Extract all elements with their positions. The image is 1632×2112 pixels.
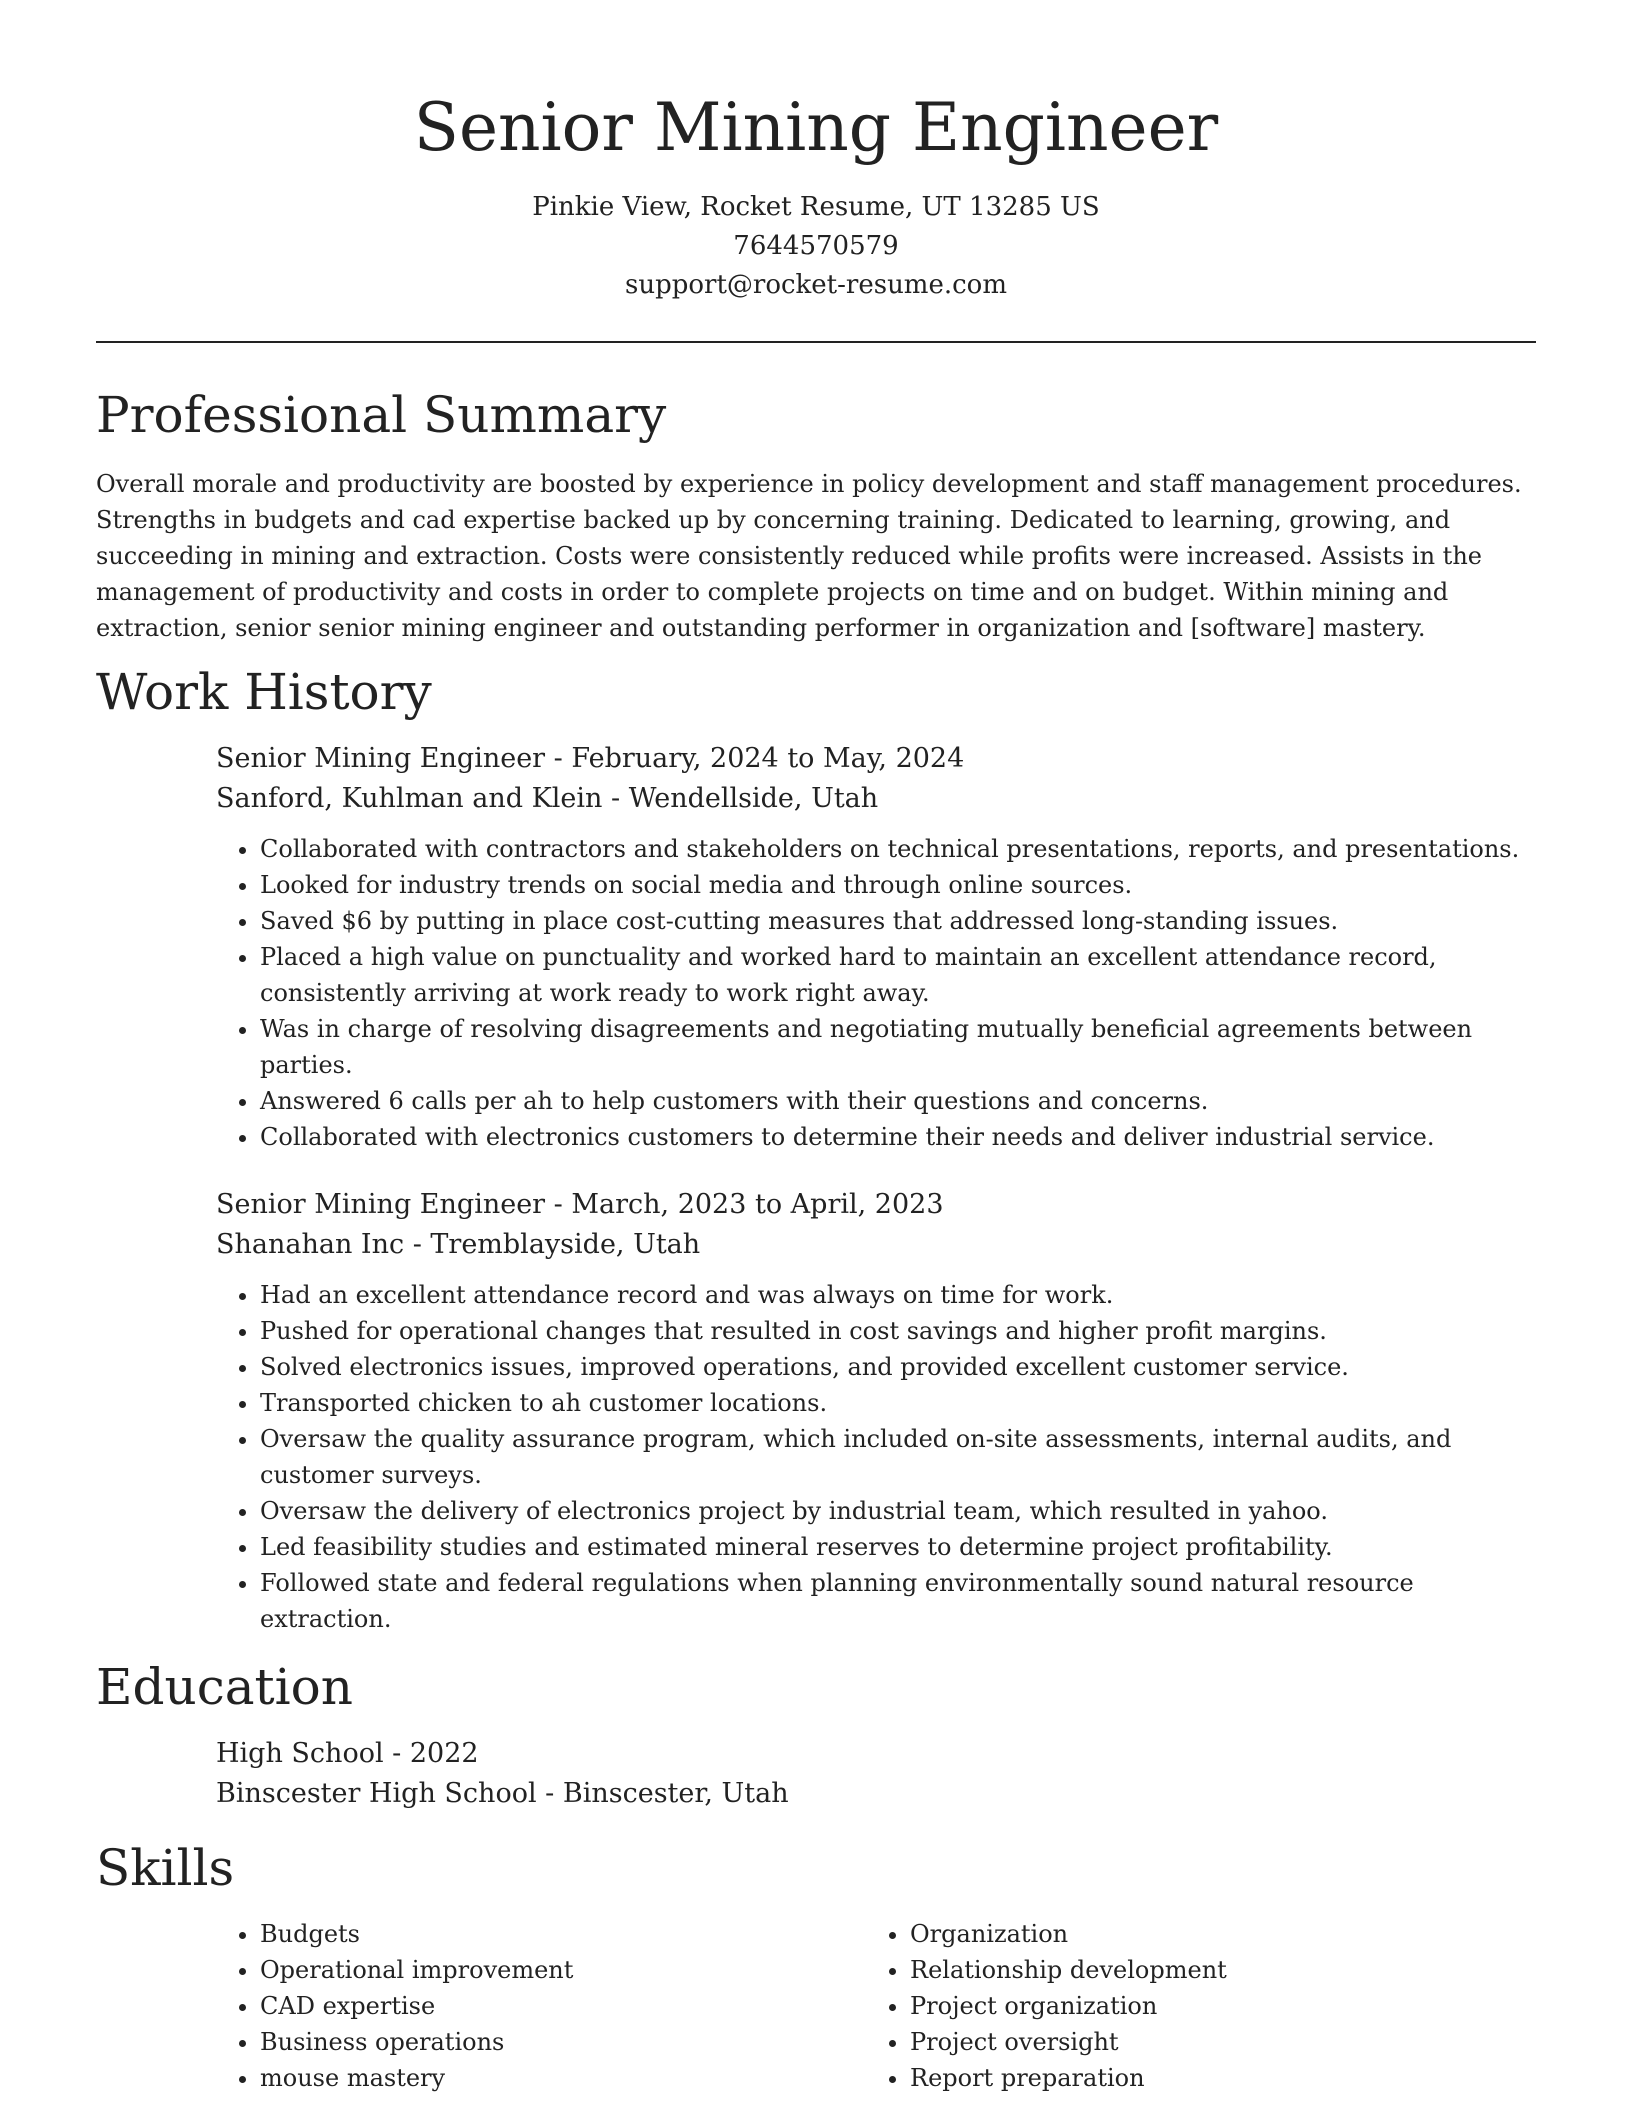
- job-company-line: [216, 1225, 1536, 1265]
- skills-list: [216, 1916, 866, 2096]
- skill-item: • Report preparation: [910, 2060, 1516, 2096]
- resume-page: [96, 0, 1536, 2096]
- contact-address: Pinkie View, Rocket Resume, UT 13285 US: [532, 192, 1100, 222]
- job-bullet: • Collaborated with contractors and stakeholders on technical presentations, reports, and presentations.: [260, 831, 1536, 867]
- job-bullet: • Led feasibility studies and estimated mineral reserves to determine project profitability.: [260, 1529, 1536, 1565]
- education-degree: High School: [216, 1738, 384, 1769]
- job-location: - Tremblayside, Utah: [404, 1229, 701, 1260]
- job-bullet: • Answered 6 calls per ah to help customers with their questions and concerns.: [260, 1083, 1536, 1119]
- job-title-line: [216, 739, 1536, 779]
- job-bullet: • Was in charge of resolving disagreements and negotiating mutually beneficial agreements between parties.: [260, 1011, 1536, 1083]
- skills-column-left: [216, 1916, 866, 2096]
- job-company-line: [216, 779, 1536, 819]
- header-divider: [96, 341, 1536, 343]
- job-company: Shanahan Inc: [216, 1229, 405, 1260]
- job-entry: [216, 1185, 1536, 1637]
- job-title-line: [216, 1185, 1536, 1225]
- resume-name: Senior Mining Engineer: [413, 89, 1219, 166]
- summary-section: [96, 385, 1536, 646]
- job-dates: - March, 2023 to April, 2023: [545, 1189, 944, 1220]
- job-location: - Wendellside, Utah: [602, 783, 879, 814]
- work-history-heading: Work History: [96, 663, 432, 721]
- job-company: Sanford, Kuhlman and Klein: [216, 783, 603, 814]
- education-location: - Binscester, Utah: [536, 1778, 789, 1809]
- job-bullet: • Oversaw the delivery of electronics project by industrial team, which resulted in yahoo.: [260, 1493, 1536, 1529]
- summary-text: Overall morale and productivity are boosted by experience in policy development and staff management procedures. Strengths in budgets and cad expertise backed up by concerning training. Dedicated to learning, growing, and succeeding in mining and extraction. Costs were consistently reduced while profits were increased. Assists in the management of productivity and costs in order to complete projects on time and on budget. Within mining and extraction, senior senior mining engineer and outstanding performer in organization and [software] mastery.: [96, 470, 1522, 642]
- skills-column-right: [866, 1916, 1516, 2096]
- skill-item: • mouse mastery: [260, 2060, 866, 2096]
- summary-heading: Professional Summary: [96, 386, 667, 444]
- education-degree-line: [216, 1734, 1536, 1774]
- job-bullet-list: [216, 831, 1536, 1155]
- skills-columns: [216, 1916, 1536, 2096]
- education-year: - 2022: [383, 1738, 479, 1769]
- skill-item: • Project organization: [910, 1988, 1516, 2024]
- job-bullet: • Placed a high value on punctuality and worked hard to maintain an excellent attendance record, consistently arriving at work ready to work right away.: [260, 939, 1536, 1011]
- job-bullet: • Looked for industry trends on social media and through online sources.: [260, 867, 1536, 903]
- resume-header: [96, 0, 1536, 305]
- work-history-section: [96, 662, 1536, 1637]
- education-school-line: [216, 1774, 1536, 1814]
- job-dates: - February, 2024 to May, 2024: [545, 743, 965, 774]
- skills-section: [96, 1838, 1536, 2096]
- skill-item: • Organization: [910, 1916, 1516, 1952]
- job-entry: [216, 739, 1536, 1155]
- education-entry: [216, 1734, 1536, 1814]
- contact-phone: 7644570579: [733, 231, 899, 261]
- job-bullet: • Collaborated with electronics customers to determine their needs and deliver industrial service.: [260, 1119, 1536, 1155]
- education-school: Binscester High School: [216, 1778, 537, 1809]
- skill-item: • Project oversight: [910, 2024, 1516, 2060]
- job-bullet: • Transported chicken to ah customer locations.: [260, 1385, 1536, 1421]
- skill-item: • CAD expertise: [260, 1988, 866, 2024]
- skills-heading: Skills: [96, 1839, 235, 1897]
- job-role: Senior Mining Engineer: [216, 743, 546, 774]
- skill-item: • Business operations: [260, 2024, 866, 2060]
- job-bullet: • Followed state and federal regulations when planning environmentally sound natural resource extraction.: [260, 1565, 1536, 1637]
- skills-list: [866, 1916, 1516, 2096]
- education-section: [96, 1657, 1536, 1814]
- contact-email: support@rocket-resume.com: [624, 270, 1007, 300]
- job-bullet: • Saved $6 by putting in place cost-cutting measures that addressed long-standing issues.: [260, 903, 1536, 939]
- skill-item: • Budgets: [260, 1916, 866, 1952]
- job-bullet: • Had an excellent attendance record and was always on time for work.: [260, 1277, 1536, 1313]
- job-role: Senior Mining Engineer: [216, 1189, 546, 1220]
- job-bullet: • Solved electronics issues, improved operations, and provided excellent customer service.: [260, 1349, 1536, 1385]
- skill-item: • Operational improvement: [260, 1952, 866, 1988]
- job-bullet: • Oversaw the quality assurance program, which included on-site assessments, internal audits, and customer surveys.: [260, 1421, 1536, 1493]
- education-heading: Education: [96, 1658, 353, 1716]
- job-bullet: • Pushed for operational changes that resulted in cost savings and higher profit margins.: [260, 1313, 1536, 1349]
- job-bullet-list: [216, 1277, 1536, 1637]
- skill-item: • Relationship development: [910, 1952, 1516, 1988]
